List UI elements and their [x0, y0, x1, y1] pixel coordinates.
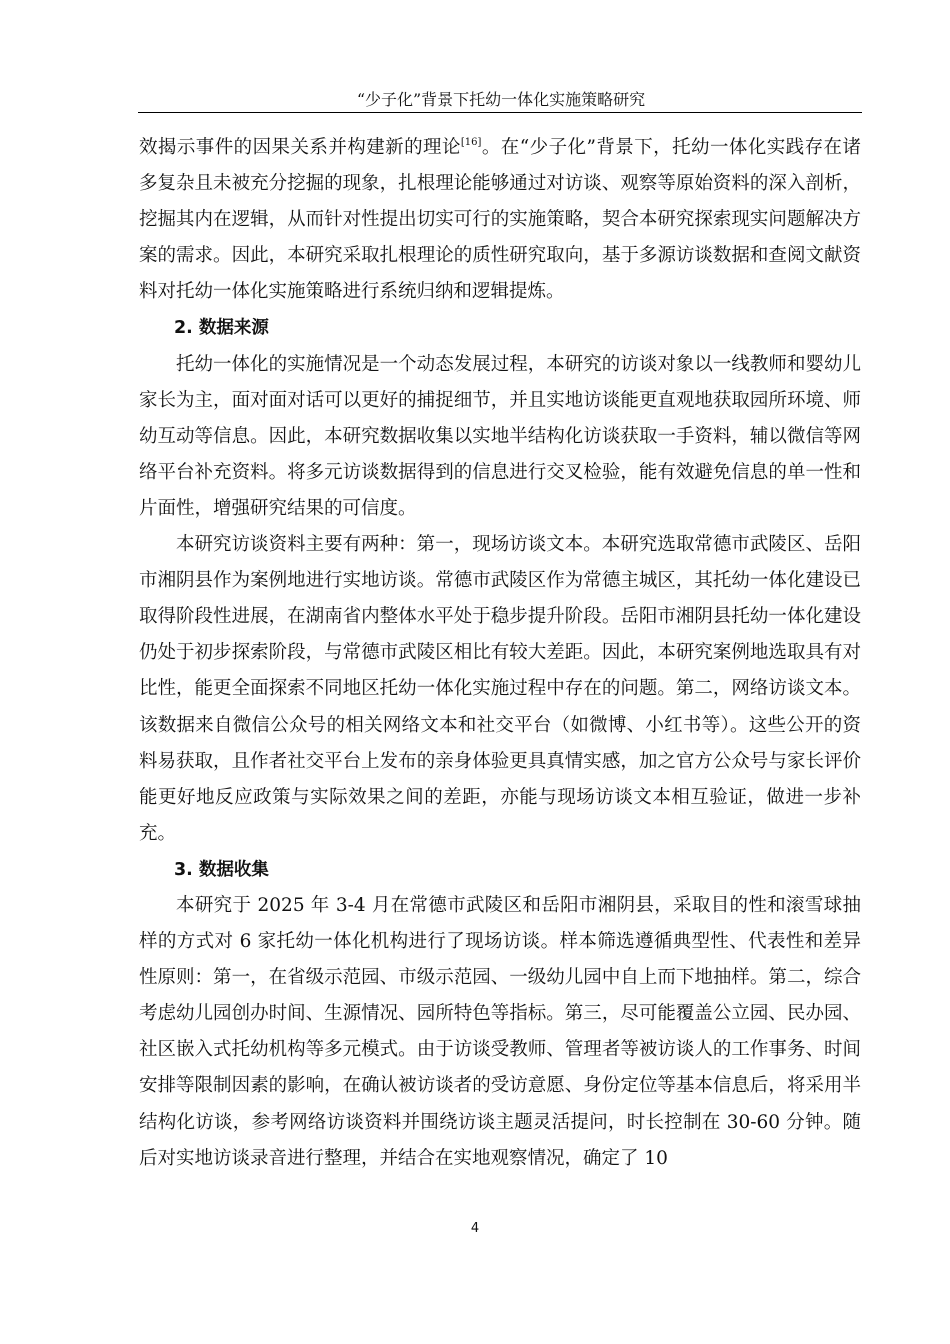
citation-ref: [16]: [460, 137, 482, 148]
running-header: “少子化”背景下托幼一体化实施策略研究: [356, 90, 646, 109]
paragraph-data-source: 托幼一体化的实施情况是一个动态发展过程，本研究的访谈对象以一线教师和婴幼儿家长为主，面对面对话可以更好的捕捉细节，并且实地访谈能更直观地获取园所环境、师幼互动等信息。因此，本研究数据收集以实地半结构化访谈获取一手资料，辅以微信等网络平台补充资料。将多元访谈数据得到的信息进行交叉检验，能有效避免信息的单一性和片面性，增强研究结果的可信度。: [139, 353, 861, 519]
paragraph-data-collection: 本研究于 2025 年 3-4 月在常德市武陵区和岳阳市湘阴县，采取目的性和滚雪球抽样的方式对 6 家托幼一体化机构进行了现场访谈。样本筛选遵循典型性、代表性和差异性原则：第一，在省级示范园、市级示范园、一级幼儿园中自上而下地抽样。第二，综合考虑幼儿园创办时间、生源情况、园所特色等指标。第三，尽可能覆盖公立园、民办园、社区嵌入式托幼机构等多元模式。由于访谈受教师、管理者等被访谈人的工作事务、时间安排等限制因素的影响，在确认被访谈者的受访意愿、身份定位等基本信息后，将采用半结构化访谈，参考网络访谈资料并围绕访谈主题灵活提问，时长控制在 30-60 分钟。随后对实地访谈录音进行整理，并结合在实地观察情况，确定了 10: [139, 894, 861, 1169]
paragraph-continued: [139, 130, 861, 310]
header-rule: [138, 112, 862, 113]
paragraph-interview-materials: 本研究访谈资料主要有两种：第一，现场访谈文本。本研究选取常德市武陵区、岳阳市湘阴县作为案例地进行实地访谈。常德市武陵区作为常德主城区，其托幼一体化建设已取得阶段性进展，在湖南省内整体水平处于稳步提升阶段。岳阳市湘阴县托幼一体化建设仍处于初步探索阶段，与常德市武陵区相比有较大差距。因此，本研究案例地选取具有对比性，能更全面探索不同地区托幼一体化实施过程中存在的问题。第二，网络访谈文本。该数据来自微信公众号的相关网络文本和社交平台（如微博、小红书等）。这些公开的资料易获取，且作者社交平台上发布的亲身体验更具真情实感，加之官方公众号与家长评价能更好地反应政策与实际效果之间的差距，亦能与现场访谈文本相互验证，做进一步补充。: [139, 534, 861, 844]
section-heading-data-collection: 3. 数据收集: [174, 859, 269, 880]
page-number: 4: [470, 1221, 480, 1236]
body-text: [139, 130, 861, 1177]
paragraph-text: 效揭示事件的因果关系并构建新的理论: [139, 137, 461, 158]
paragraph-text: 。在“少子化”背景下，托幼一体化实践存在诸多复杂且未被充分挖掘的现象，扎根理论能够通过对访谈、观察等原始资料的深入剖析，挖掘其内在逻辑，从而针对性提出切实可行的实施策略，契合本研究探索现实问题解决方案的需求。因此，本研究采取扎根理论的质性研究取向，基于多源访谈数据和查阅文献资料对托幼一体化实施策略进行系统归纳和逻辑提炼。: [139, 137, 861, 303]
section-heading-data-source: 2. 数据来源: [174, 318, 269, 339]
